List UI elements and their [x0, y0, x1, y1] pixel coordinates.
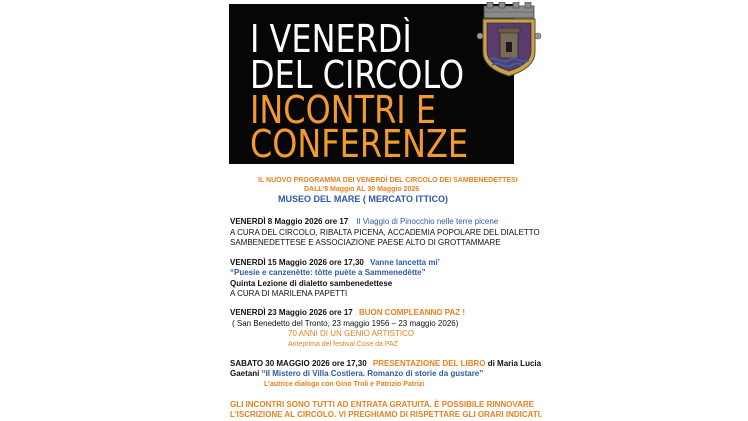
event-1-line-2: A CURA DEL CIRCOLO, RIBALTA PICENA, ACCADEMIA POPOLARE DEL DIALETTO [230, 228, 540, 237]
event-4-title: PRESENTAZIONE DEL LIBRO [372, 359, 486, 368]
event-2-date: VENERDÌ 15 Maggio 2026 ore 17,30 [230, 258, 364, 267]
event-1-title: Il Viaggio di Pinocchio nelle terre picene [356, 217, 499, 226]
coat-of-arms-icon [476, 2, 542, 78]
event-3-line-4: Anteprima del festival Cose da PAZ [288, 341, 398, 348]
event-4-line-3: L’autrice dialoga con Gino Troli e Patrizio Patrizi [264, 381, 425, 388]
venue-title: MUSEO DEL MARE ( MERCATO ITTICO) [278, 194, 448, 204]
event-1-date: VENERDÌ 8 Maggio 2026 ore 17 [230, 217, 349, 226]
event-2-title: Vanne lancetta mi’ [370, 258, 440, 267]
event-4-date: SABATO 30 MAGGIO 2026 ore 17,30 [230, 359, 367, 368]
event-4-heading [230, 360, 541, 368]
poster-header [229, 4, 514, 164]
event-1-heading [230, 218, 498, 226]
event-3-date: VENERDÌ 23 Maggio 2026 ore 17 [230, 308, 353, 317]
event-4-line-2 [230, 370, 483, 378]
event-3-title: BUON COMPLEANNO PAZ ! [358, 308, 466, 317]
event-1-line-3: SAMBENEDETTESE E ASSOCIAZIONE PAESE ALTO DI GROTTAMMARE [230, 238, 501, 247]
header-line-2: DEL CIRCOLO [250, 53, 465, 97]
event-3-line-2: ( San Benedetto del Tronto, 23 maggio 1956 – 23 maggio 2026) [232, 319, 459, 328]
event-3-heading [230, 309, 465, 317]
event-4-author: Gaetani [230, 369, 262, 378]
event-2-line-2: “Puesie e canzenètte: tòtte puète a Sammenedètte” [230, 268, 426, 277]
intro-line-1: IL NUOVO PROGRAMMA DEI VENERDÌ DEL CIRCOLO DEI SAMBENEDETTESI [258, 177, 518, 184]
footer-line-2: L’ISCRIZIONE AL CIRCOLO. VI PREGHIAMO DI RISPETTARE GLI ORARI INDICATI. [230, 410, 543, 419]
footer-line-1: GLI INCONTRI SONO TUTTI AD ENTRATA GRATUITA. È POSSIBILE RINNOVARE [230, 400, 534, 409]
event-2-line-4: A CURA DI MARILENA PAPETTI [230, 289, 348, 298]
event-3-line-3: 70 ANNI DI UN GENIO ARTISTICO [288, 329, 415, 338]
header-line-4: CONFERENZE [250, 122, 469, 166]
event-2-line-3: Quinta Lezione di dialetto sambenedettese [230, 279, 393, 288]
header-line-3: INCONTRI E [250, 88, 436, 132]
header-line-1: I VENERDÌ [250, 17, 412, 61]
event-2-heading [230, 259, 440, 267]
intro-line-2: DALL’8 Maggio AL 30 Maggio 2026 [304, 186, 420, 193]
event-4-title-tail: di Maria Lucia [485, 359, 542, 368]
event-4-book-title: “Il Mistero di Villa Costiera. Romanzo di storie da gustare” [261, 369, 484, 378]
